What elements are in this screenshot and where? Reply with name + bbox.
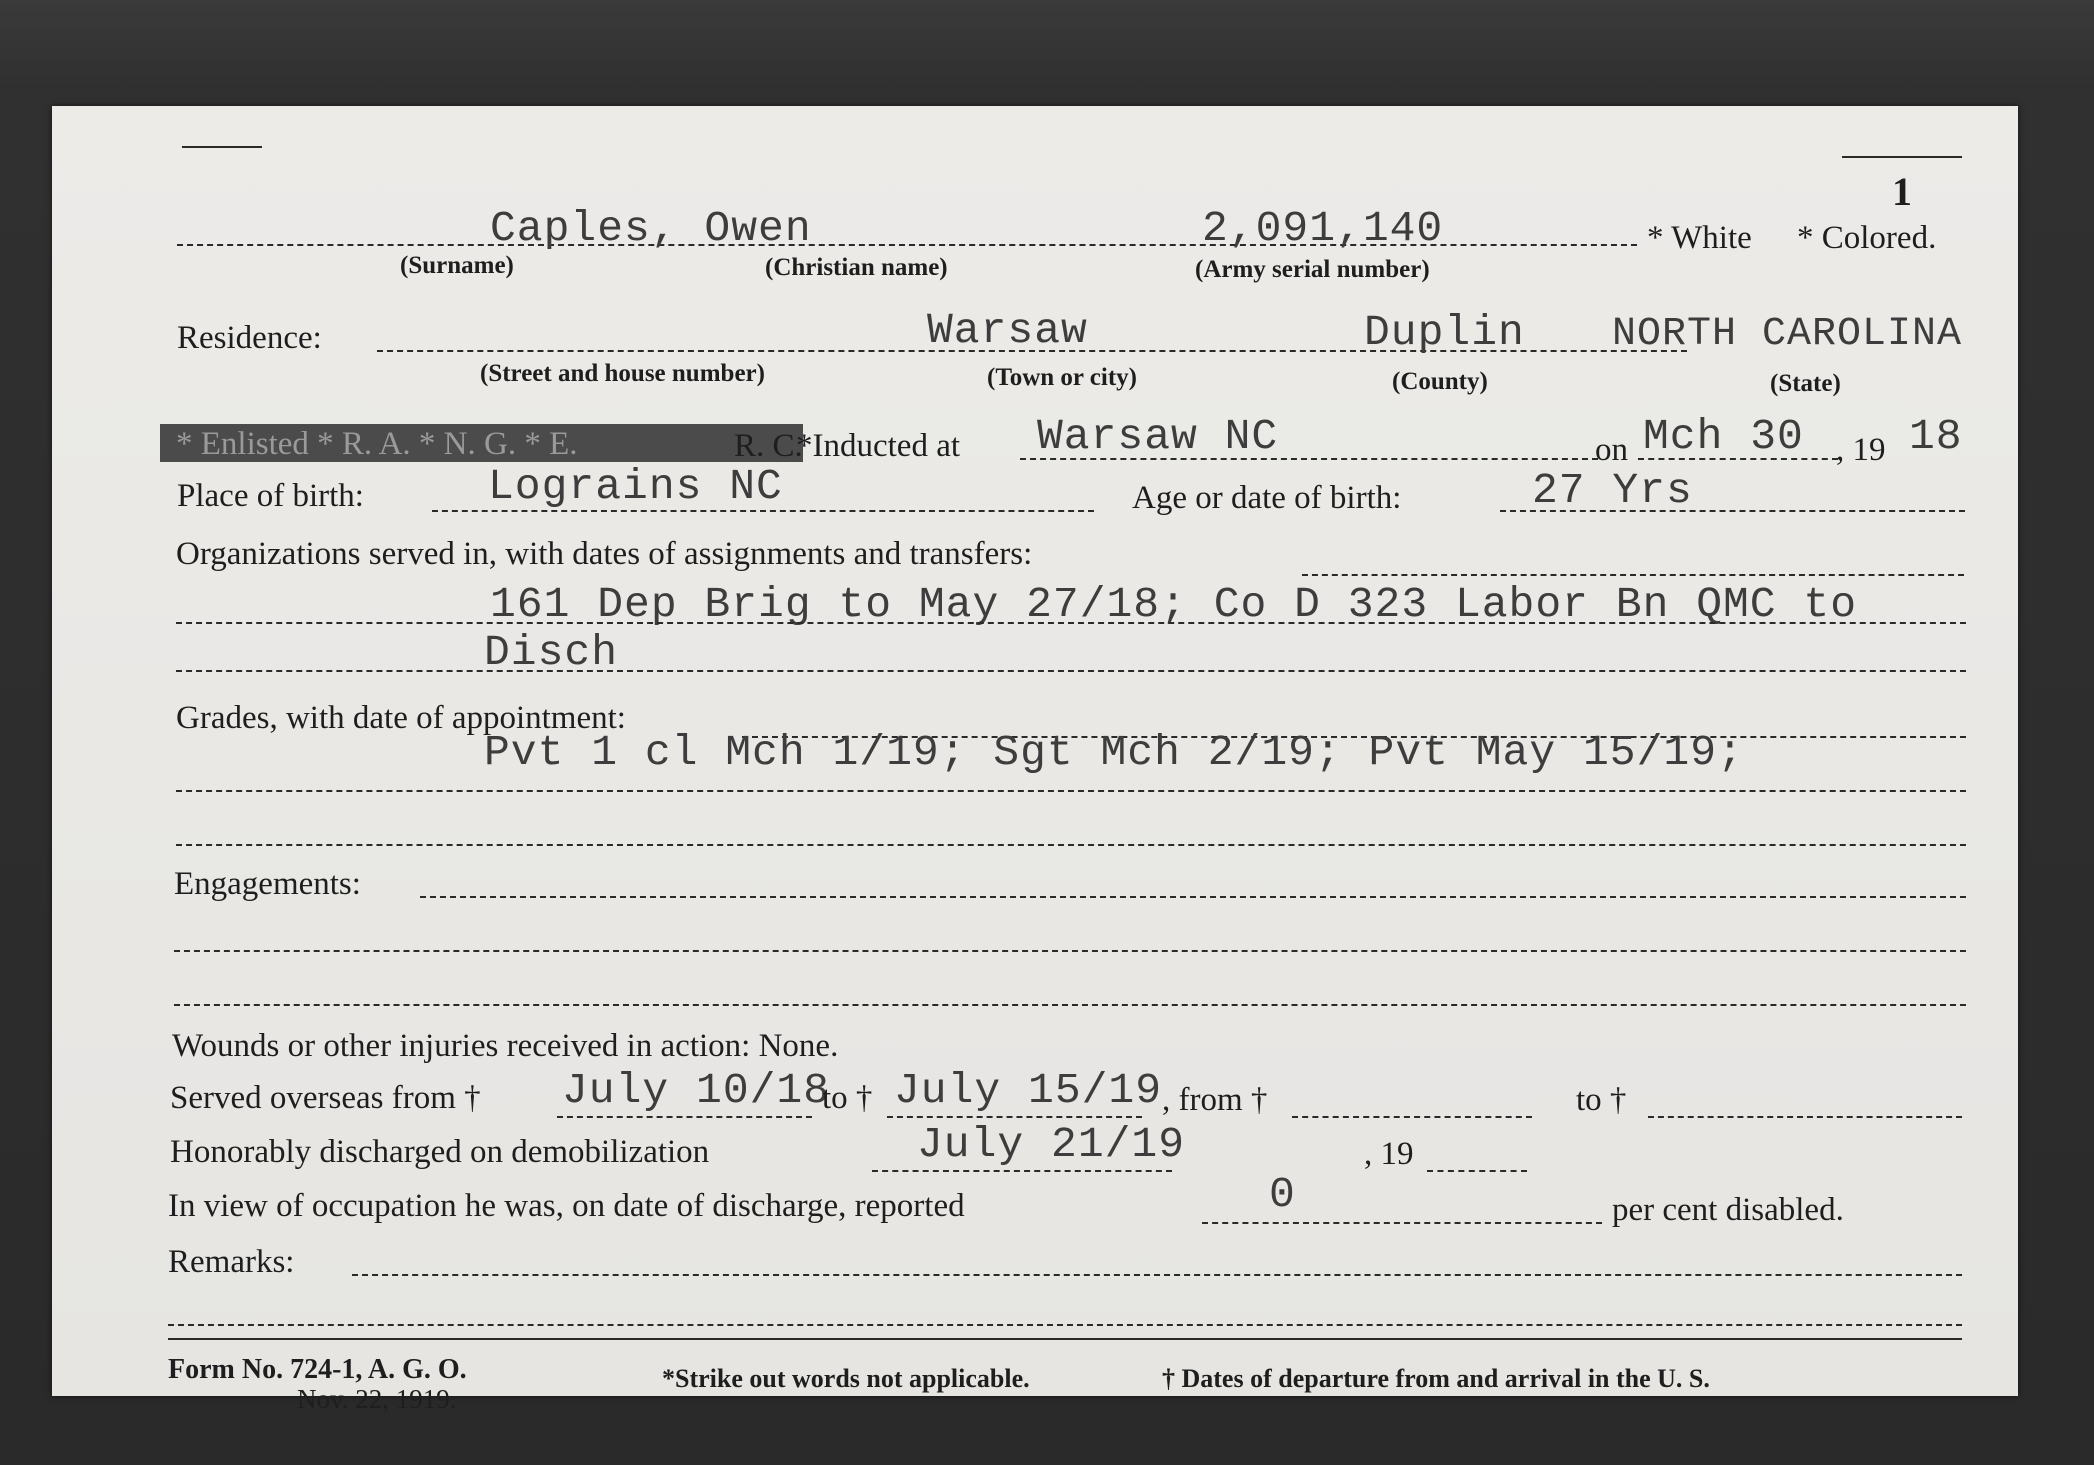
engagements-line-2 — [174, 1004, 1966, 1006]
serial-caption: (Army serial number) — [1195, 256, 1430, 283]
inducted-label: *Inducted at — [796, 428, 961, 464]
disability-suffix: per cent disabled. — [1612, 1192, 1844, 1228]
state-caption: (State) — [1770, 370, 1841, 397]
discharge-line — [872, 1170, 1172, 1172]
state-typed: NORTH CAROLINA — [1612, 312, 1963, 357]
dates-note: † Dates of departure from and arrival in the U. S. — [1162, 1364, 1710, 1393]
overseas-to2-line — [1648, 1116, 1962, 1118]
wounds-label: Wounds or other injuries received in action: None. — [172, 1028, 839, 1064]
town-typed: Warsaw — [927, 306, 1088, 355]
overseas-from2-label: , from † — [1162, 1082, 1268, 1118]
county-caption: (County) — [1392, 368, 1488, 395]
induction-place-typed: Warsaw NC — [1037, 412, 1279, 461]
remarks-label: Remarks: — [168, 1244, 295, 1280]
age-label: Age or date of birth: — [1132, 480, 1402, 516]
organizations-typed-1: 161 Dep Brig to May 27/18; Co D 323 Labor Bn QMC to — [490, 580, 1858, 629]
top-right-rule — [1842, 156, 1962, 158]
discharge-label: Honorably discharged on demobilization — [170, 1134, 710, 1170]
overseas-to-label: to † — [822, 1080, 873, 1116]
top-left-rule — [182, 146, 262, 148]
overseas-from-typed: July 10/18 — [562, 1066, 831, 1115]
surname-caption: (Surname) — [400, 252, 514, 279]
form-date: Nov. 22, 1919. — [297, 1384, 457, 1414]
grades-typed: Pvt 1 cl Mch 1/19; Sgt Mch 2/19; Pvt May 15/19; — [484, 728, 1744, 777]
organizations-line-2 — [176, 670, 1966, 672]
rc-label: R. C. — [734, 428, 803, 464]
form-number: Form No. 724-1, A. G. O. — [168, 1354, 467, 1385]
induction-date-typed: Mch 30 — [1643, 412, 1804, 461]
age-typed: 27 Yrs — [1532, 466, 1693, 515]
overseas-from2-line — [1292, 1116, 1532, 1118]
card-number: 1 — [1892, 169, 1912, 214]
induction-year-typed: 18 — [1909, 412, 1963, 461]
white-label: * White — [1647, 220, 1752, 256]
engagements-line-1 — [174, 950, 1966, 952]
organizations-line-0 — [1302, 574, 1964, 576]
birth-place-label: Place of birth: — [177, 478, 364, 514]
remarks-line-0 — [352, 1274, 1962, 1276]
strike-note: *Strike out words not applicable. — [662, 1364, 1030, 1393]
overseas-label: Served overseas from † — [170, 1080, 481, 1116]
serial-typed: 2,091,140 — [1202, 204, 1444, 253]
street-caption: (Street and house number) — [480, 360, 765, 387]
on-label: on — [1595, 432, 1628, 468]
organizations-line-1 — [176, 622, 1966, 624]
grades-line-2 — [176, 844, 1966, 846]
overseas-from-line — [557, 1116, 812, 1118]
discharge-year-label: , 19 — [1364, 1136, 1414, 1172]
disability-label: In view of occupation he was, on date of discharge, reported — [168, 1188, 965, 1224]
county-typed: Duplin — [1364, 308, 1525, 357]
struck-options: * Enlisted * R. A. * N. G. * E. — [176, 426, 578, 462]
induction-year-prefix: , 19 — [1836, 432, 1886, 468]
engagements-line-0 — [420, 896, 1966, 898]
remarks-line-1 — [168, 1324, 1962, 1326]
overseas-to-typed: July 15/19 — [894, 1066, 1163, 1115]
residence-label: Residence: — [177, 320, 322, 356]
organizations-typed-2: Disch — [484, 628, 619, 677]
organizations-label: Organizations served in, with dates of assignments and transfers: — [176, 536, 1033, 572]
christian-caption: (Christian name) — [765, 254, 948, 281]
disability-typed: 0 — [1269, 1170, 1296, 1219]
grades-label: Grades, with date of appointment: — [176, 700, 626, 736]
colored-label: * Colored. — [1797, 220, 1937, 256]
overseas-to-line — [887, 1116, 1142, 1118]
birth-place-typed: Lograins NC — [488, 462, 783, 511]
engagements-label: Engagements: — [174, 866, 361, 902]
town-caption: (Town or city) — [987, 364, 1137, 391]
name-typed: Caples, Owen — [490, 204, 812, 253]
disability-line — [1202, 1222, 1602, 1224]
service-record-card — [52, 106, 2018, 1414]
footer-rule — [168, 1338, 1962, 1340]
discharge-date-typed: July 21/19 — [917, 1120, 1186, 1169]
grades-line-1 — [176, 790, 1966, 792]
overseas-to2-label: to † — [1576, 1082, 1627, 1118]
discharge-year-line — [1427, 1170, 1527, 1172]
